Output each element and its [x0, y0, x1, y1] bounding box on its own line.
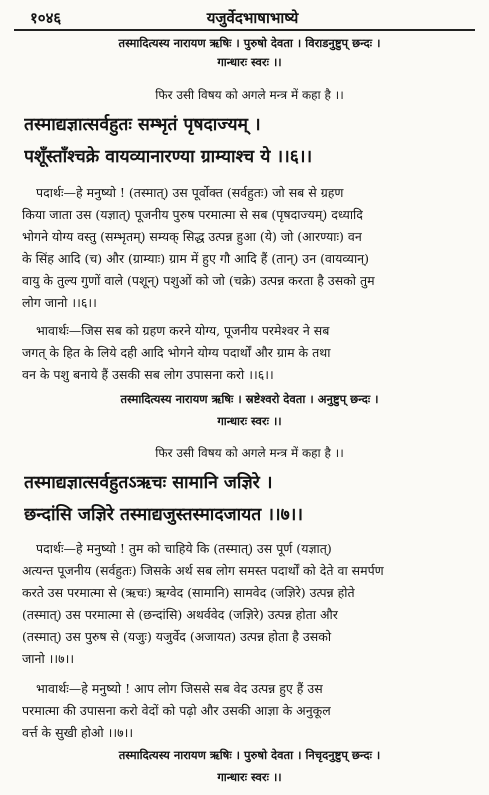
padartha-line: वायु के तुल्य गुणों वाले (पशून्) पशुओं को जो (चक्रे) उत्पन्न करता है उसको तुम — [22, 273, 375, 288]
running-header — [30, 8, 475, 30]
bhavartha-line: भावार्थः—जिस सब को ग्रहण करने योग्य, पूजनीय परमेश्वर ने सब — [36, 323, 330, 338]
bhavartha-line: वन के पशु बनाये हैं उसकी सब लोग उपासना करो ।।६।। — [22, 367, 274, 382]
mantra-verse-line: छन्दांसि जज्ञिरे तस्माद्यजुस्तस्मादजायत ।।७।। — [24, 505, 303, 525]
padartha-line: करते उस परमात्मा से (ऋचः) ऋग्वेद (सामानि) सामवेद (जज्ञिरे) उत्पन्न होते — [22, 585, 355, 600]
page-number: १०४६ — [30, 9, 62, 27]
padartha-line: अत्यन्त पूजनीय (सर्वहुतः) जिसके अर्थ सब लोग समस्त पदार्थों को देते वा समर्पण — [22, 563, 384, 578]
padartha-line: पदार्थः—हे मनुष्यो ! (तस्मात्) उस पूर्वोक्त (सर्वहुतः) जो सब से ग्रहण — [36, 185, 344, 200]
mantra-verse-line: तस्माद्यज्ञात्सर्वहुतऽऋचः सामानि जज्ञिरे । — [24, 473, 273, 493]
bhavartha-line: भावार्थः—हे मनुष्यो ! आप लोग जिससे सब वेद उत्पन्न हुए हैं उस — [36, 681, 323, 696]
mantra-meta-line: गान्धारः स्वरः ।। — [217, 770, 282, 784]
mantra-meta-line: तस्मादित्यस्य नारायण ऋषिः । पुरुषो देवता । विराडनुष्टुप् छन्दः । — [118, 36, 381, 50]
mantra-meta-line: गान्धारः स्वरः ।। — [217, 55, 282, 69]
padartha-line: (तस्मात्) उस पुरुष से (यजुः) यजुर्वेद (अजायत) उत्पन्न होता है उसको — [22, 629, 332, 644]
bhavartha-line: वर्त्त के सुखी होओ ।।७।। — [22, 725, 134, 740]
padartha-line: के सिंह आदि (च) और (ग्राम्याः) ग्राम में हुए गौ आदि हैं (तान्) उन (वायव्यान्) — [22, 251, 369, 266]
bhavartha-line: जगत् के हित के लिये दही आदि भोगने योग्य पदार्थों और ग्राम के तथा — [22, 345, 331, 360]
mantra-meta-line: गान्धारः स्वरः ।। — [217, 414, 282, 428]
running-title: यजुर्वेदभाषाभाष्ये — [206, 9, 299, 27]
padartha-line: लोग जानो ।।६।। — [22, 295, 97, 310]
padartha-line: किया जाता उस (यज्ञात्) पूजनीय पुरुष परमात्मा से सब (पृषदाज्यम्) दध्यादि — [22, 207, 363, 222]
padartha-line: पदार्थः—हे मनुष्यो ! तुम को चाहिये कि (तस्मात्) उस पूर्ण (यज्ञात्) — [36, 541, 332, 556]
mantra-meta-line: तस्मादित्यस्य नारायण ऋषिः । स्रष्टेश्वरो देवता । अनुष्टुप् छन्दः । — [120, 392, 379, 406]
intro-line: फिर उसी विषय को अगले मन्त्र में कहा है ।। — [155, 88, 344, 102]
padartha-line: (तस्मात्) उस परमात्मा से (छन्दांसि) अथर्ववेद (जज्ञिरे) उत्पन्न होता और — [22, 607, 338, 622]
mantra-meta-line: तस्मादित्यस्य नारायण ऋषिः । पुरुषो देवता । निचृदनुष्टुप् छन्दः । — [118, 748, 381, 762]
padartha-line: जानो ।।७।। — [22, 651, 75, 666]
header-rule — [14, 29, 475, 31]
padartha-line: भोगने योग्य वस्तु (सम्भृतम्) सम्यक् सिद्ध उत्पन्न हुआ (ये) जो (आरण्याः) वन — [22, 229, 362, 244]
mantra-verse-line: पशूँस्ताँश्चक्रे वायव्यानारण्या ग्राम्याश्च ये ।।६।। — [24, 147, 313, 167]
bhavartha-line: परमात्मा की उपासना करो वेदों को पढ़ो और उसकी आज्ञा के अनुकूल — [22, 703, 331, 718]
mantra-verse-line: तस्माद्यज्ञात्सर्वहुतः सम्भृतं पृषदाज्यम् । — [24, 115, 261, 135]
intro-line: फिर उसी विषय को अगले मन्त्र में कहा है ।। — [155, 446, 344, 460]
